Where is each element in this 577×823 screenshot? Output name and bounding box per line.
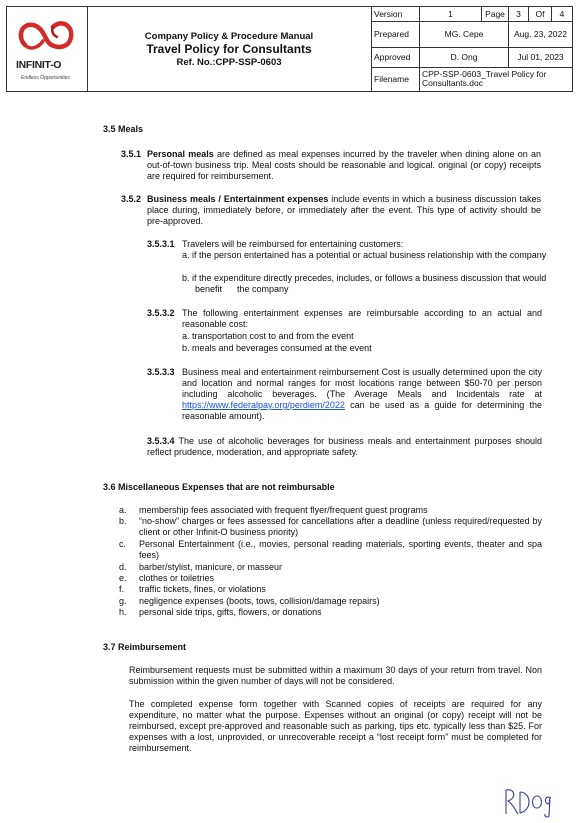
clause-reimbursement-cost — [182, 367, 542, 422]
clause-alcoholic-beverages — [147, 436, 542, 458]
clause-number-3-5-3-1: 3.5.3.1 — [147, 239, 175, 249]
entertaining-item-a: a. if the person entertained has a potential or actual business relationship with the company — [182, 250, 547, 260]
misc-letter: h. — [119, 607, 127, 617]
misc-item: clothes or toiletries — [139, 573, 215, 583]
reference-number: Ref. No.:CPP-SSP-0603 — [176, 57, 282, 68]
handwritten-initials-signature — [503, 786, 555, 818]
page-total: 4 — [559, 9, 565, 19]
header-title-block — [87, 7, 372, 91]
approved-row — [371, 47, 572, 68]
filename-value: CPP-SSP-0603_Travel Policy for Consultants.doc — [422, 69, 547, 88]
reimbursable-item-b: b. meals and beverages consumed at the event — [182, 343, 372, 353]
misc-letter: d. — [119, 562, 127, 572]
business-meals-text: include events in which a business discussion takes place during, immediately before, or immediately after the event. This type of activity should be pre-approved. — [147, 194, 541, 226]
misc-letter: g. — [119, 596, 127, 606]
section-heading-misc: 3.6 Miscellaneous Expenses that are not reimbursable — [103, 482, 335, 492]
clause-number-3-5-1: 3.5.1 — [121, 149, 142, 159]
misc-letter: a. — [119, 505, 127, 515]
misc-letter: c. — [119, 539, 127, 549]
section-heading-meals: 3.5 Meals — [103, 124, 144, 134]
clause-number-3-5-2: 3.5.2 — [121, 194, 142, 204]
reimbursement-receipts-paragraph: The completed expense form together with Scanned copies of receipts are required for any expenditure, no matter what the purpose. Expenses without an original (or copy) receipt will not be reimbursed, except pre-approved and reasonable such as parking, tips etc. typically less than $25. For expenses with a lost, unprovided, or unrecoverable receipt a “lost receipt form” must be completed for reimbursement. — [129, 699, 542, 753]
term-personal-meals: Personal meals — [147, 149, 214, 159]
company-logo — [7, 7, 88, 91]
prepared-date: Aug. 23, 2022 — [514, 29, 567, 39]
misc-letter: e. — [119, 573, 127, 583]
perdiem-link[interactable]: https://www.federalpay.org/perdiem/2022 — [182, 400, 345, 410]
version-value: 1 — [420, 7, 482, 21]
misc-item: membership fees associated with frequent flyer/frequent guest programs — [139, 505, 428, 515]
misc-item: Personal Entertainment (i.e., movies, personal reading materials, sporting events, theater and spa fees) — [139, 539, 542, 560]
misc-item: negligence expenses (boots, tows, collision/damage repairs) — [139, 596, 380, 606]
clause-number-3-5-3-2: 3.5.3.2 — [147, 308, 175, 318]
misc-item: personal side trips, gifts, flowers, or donations — [139, 607, 322, 617]
document-info-table — [371, 7, 572, 91]
clause-number-3-5-3-4: 3.5.3.4 — [147, 436, 175, 446]
misc-item: traffic tickets, fines, or violations — [139, 584, 266, 594]
logo-wordmark: INFINIT-O — [16, 59, 62, 71]
approved-date: Jul 01, 2023 — [517, 52, 564, 62]
approved-by: D. Ong — [420, 47, 509, 67]
misc-letter: f. — [119, 584, 125, 594]
entertaining-item-b: b. if the expenditure directly precedes, includes, or follows a business discussion that would benefit the company — [182, 273, 549, 294]
reimbursement-deadline-paragraph: Reimbursement requests must be submitted within a maximum 30 days of your return from travel. Non submission within the given number of days will not be considered. — [129, 665, 542, 686]
personal-meals-text: are defined as meal expenses incurred by the traveler when dining alone on an out-of-town business trip. Meal costs should be reasonable and logical. original (or copy) receipts are required for reimbursement. — [147, 149, 542, 181]
filename-label: Filename — [371, 67, 420, 91]
prepared-row — [371, 21, 572, 48]
logo-tagline: Endless Opportunities — [21, 75, 70, 81]
clause-entertaining-customers: Travelers will be reimbursed for entertaining customers: — [182, 239, 404, 249]
misc-letter: b. — [119, 516, 127, 526]
document-header — [6, 6, 573, 92]
term-business-meals: Business meals / Entertainment expenses — [147, 194, 329, 204]
page-current: 3 — [509, 7, 529, 21]
reimbursement-cost-text: Business meal and entertainment reimbursement Cost is usually determined upon the city and location and normal ranges for most locations range between $50-70 per person including alcoholic beverages. (The Average Meals and Incidentals rate at — [182, 367, 542, 399]
infinito-logo-icon — [15, 15, 79, 61]
page-of-label: Of — [529, 7, 552, 21]
clause-business-meals — [147, 194, 541, 227]
page-label: Page — [482, 7, 509, 21]
document-title: Travel Policy for Consultants — [146, 42, 312, 56]
clause-personal-meals — [147, 149, 541, 182]
reimbursement-cost-text-end: can be used as a guide for determining the reasonable amount). — [182, 400, 542, 421]
clause-number-3-5-3-3: 3.5.3.3 — [147, 367, 175, 377]
approved-label: Approved — [371, 47, 420, 67]
company-manual-line: Company Policy & Procedure Manual — [144, 31, 314, 42]
prepared-by: MG. Cepe — [420, 21, 509, 47]
misc-item: barber/stylist, manicure, or masseur — [139, 562, 283, 572]
version-label: Version — [371, 7, 420, 21]
clause-reimbursable-expenses: The following entertainment expenses are reimbursable according to an actual and reasonable cost: — [182, 308, 542, 329]
alcoholic-beverages-text: The use of alcoholic beverages for business meals and entertainment purposes should reflect prudence, moderation, and appropriate safety. — [147, 436, 542, 457]
filename-row — [371, 67, 572, 91]
misc-item: “no-show” charges or fees assessed for cancellations after a deadline (unless required/requested by client or other Infinit-O business priority) — [139, 516, 542, 537]
reimbursable-item-a: a. transportation cost to and from the event — [182, 331, 354, 341]
version-row — [371, 7, 572, 22]
section-heading-reimbursement: 3.7 Reimbursement — [103, 642, 187, 652]
prepared-label: Prepared — [371, 21, 420, 47]
